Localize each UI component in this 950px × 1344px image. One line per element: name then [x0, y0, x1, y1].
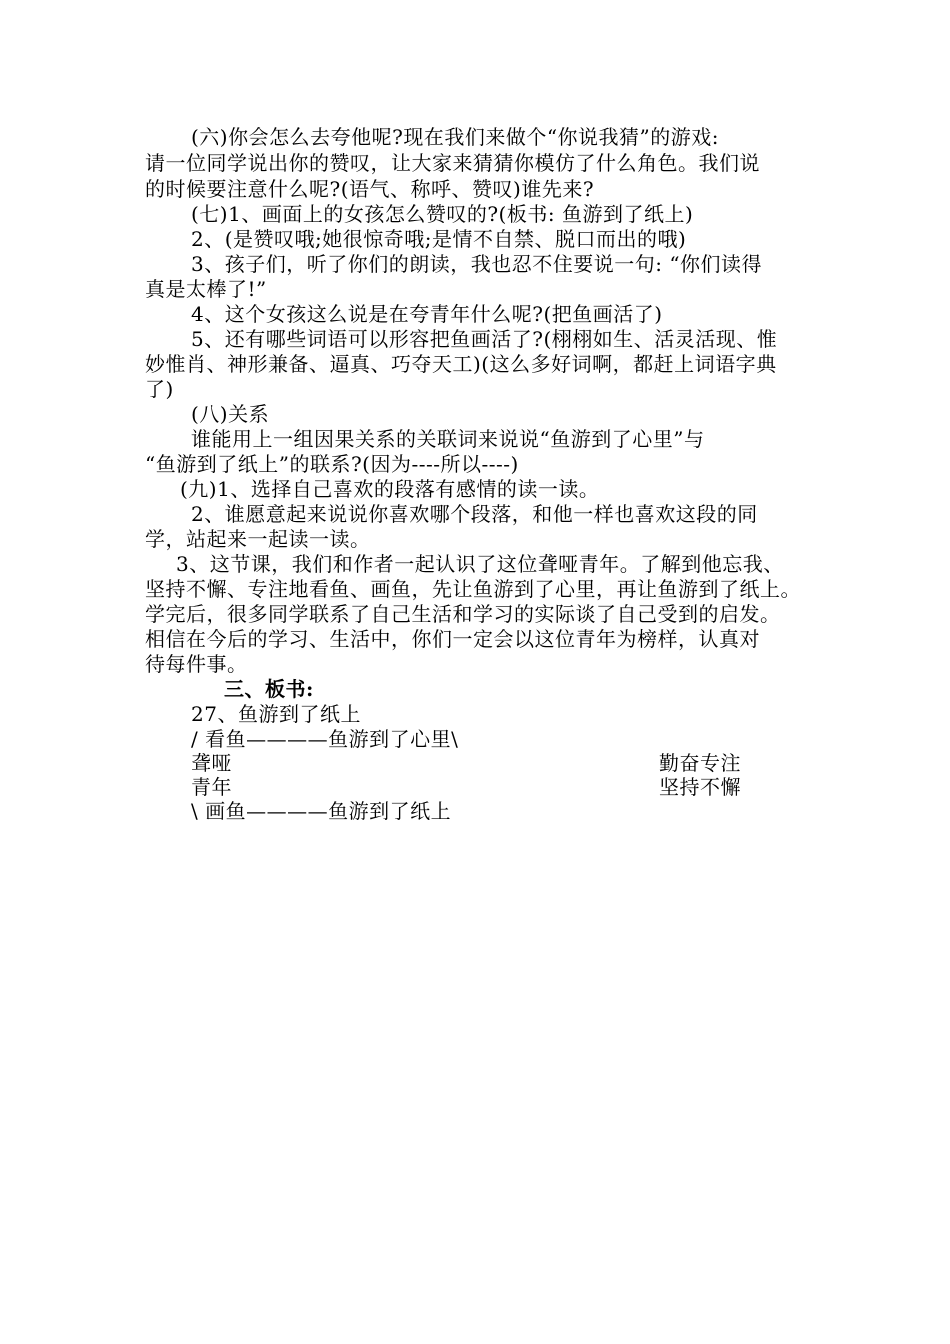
p7-item5-line2: 妙惟肖、神形兼备、逼真、巧夺天工)(这么多好词啊，都赶上词语字典: [145, 352, 777, 376]
p7-item4: 4、这个女孩这么说是在夸青年什么呢?(把鱼画活了): [191, 302, 663, 326]
p9-item3-line2: 坚持不懈、专注地看鱼、画鱼，先让鱼游到了心里，再让鱼游到了纸上。: [145, 577, 801, 601]
p7-item1: (七)1、画面上的女孩怎么赞叹的?(板书: 鱼游到了纸上): [191, 202, 694, 226]
p7-item3-line2: 真是太棒了!”: [145, 277, 267, 301]
p6-line2: 请一位同学说出你的赞叹，让大家来猜猜你模仿了什么角色。我们说: [145, 151, 760, 175]
p8-line2: “鱼游到了纸上”的联系?(因为----所以----): [145, 452, 519, 476]
p7-item5-line3: 了): [145, 377, 174, 401]
p7-item3-line1: 3、孩子们，听了你们的朗读，我也忍不住要说一句: “你们读得: [191, 252, 763, 276]
p9-item2-line1: 2、谁愿意起来说说你喜欢哪个段落，和他一样也喜欢这段的同: [191, 502, 758, 526]
p8-line1: 谁能用上一组因果关系的关联词来说说“鱼游到了心里”与: [191, 427, 705, 451]
p9-item1: (九)1、选择自己喜欢的段落有感情的读一读。: [180, 477, 600, 501]
board-title: 27、鱼游到了纸上: [191, 702, 361, 726]
board-heading: 三、板书:: [224, 677, 314, 701]
p9-item3-line1: 3、这节课，我们和作者一起认识了这位聋哑青年。了解到他忘我、: [176, 552, 784, 576]
board-right-bottom: 坚持不懈: [659, 775, 741, 799]
p9-item2-line2: 学，站起来一起读一读。: [145, 527, 371, 551]
board-left-top: 聋哑: [191, 751, 232, 775]
board-left-bottom: 青年: [191, 775, 232, 799]
board-row1: / 看鱼————鱼游到了心里\: [191, 727, 459, 751]
p9-item3-line3: 学完后，很多同学联系了自己生活和学习的实际谈了自己受到的启发。: [145, 602, 781, 626]
p6-line1: (六)你会怎么去夸他呢?现在我们来做个“你说我猜”的游戏:: [191, 125, 720, 149]
p6-line3: 的时候要注意什么呢?(语气、称呼、赞叹)谁先来?: [145, 177, 595, 201]
p9-item3-line4: 相信在今后的学习、生活中，你们一定会以这位青年为榜样，认真对: [145, 627, 760, 651]
p9-item3-line5: 待每件事。: [145, 652, 248, 676]
board-row2: \ 画鱼————鱼游到了纸上: [191, 799, 452, 823]
board-right-top: 勤奋专注: [659, 751, 741, 775]
p8-heading: (八)关系: [191, 402, 270, 426]
p7-item5-line1: 5、还有哪些词语可以形容把鱼画活了?(栩栩如生、活灵活现、惟: [191, 327, 778, 351]
p7-item2: 2、(是赞叹哦;她很惊奇哦;是情不自禁、脱口而出的哦): [191, 227, 687, 251]
